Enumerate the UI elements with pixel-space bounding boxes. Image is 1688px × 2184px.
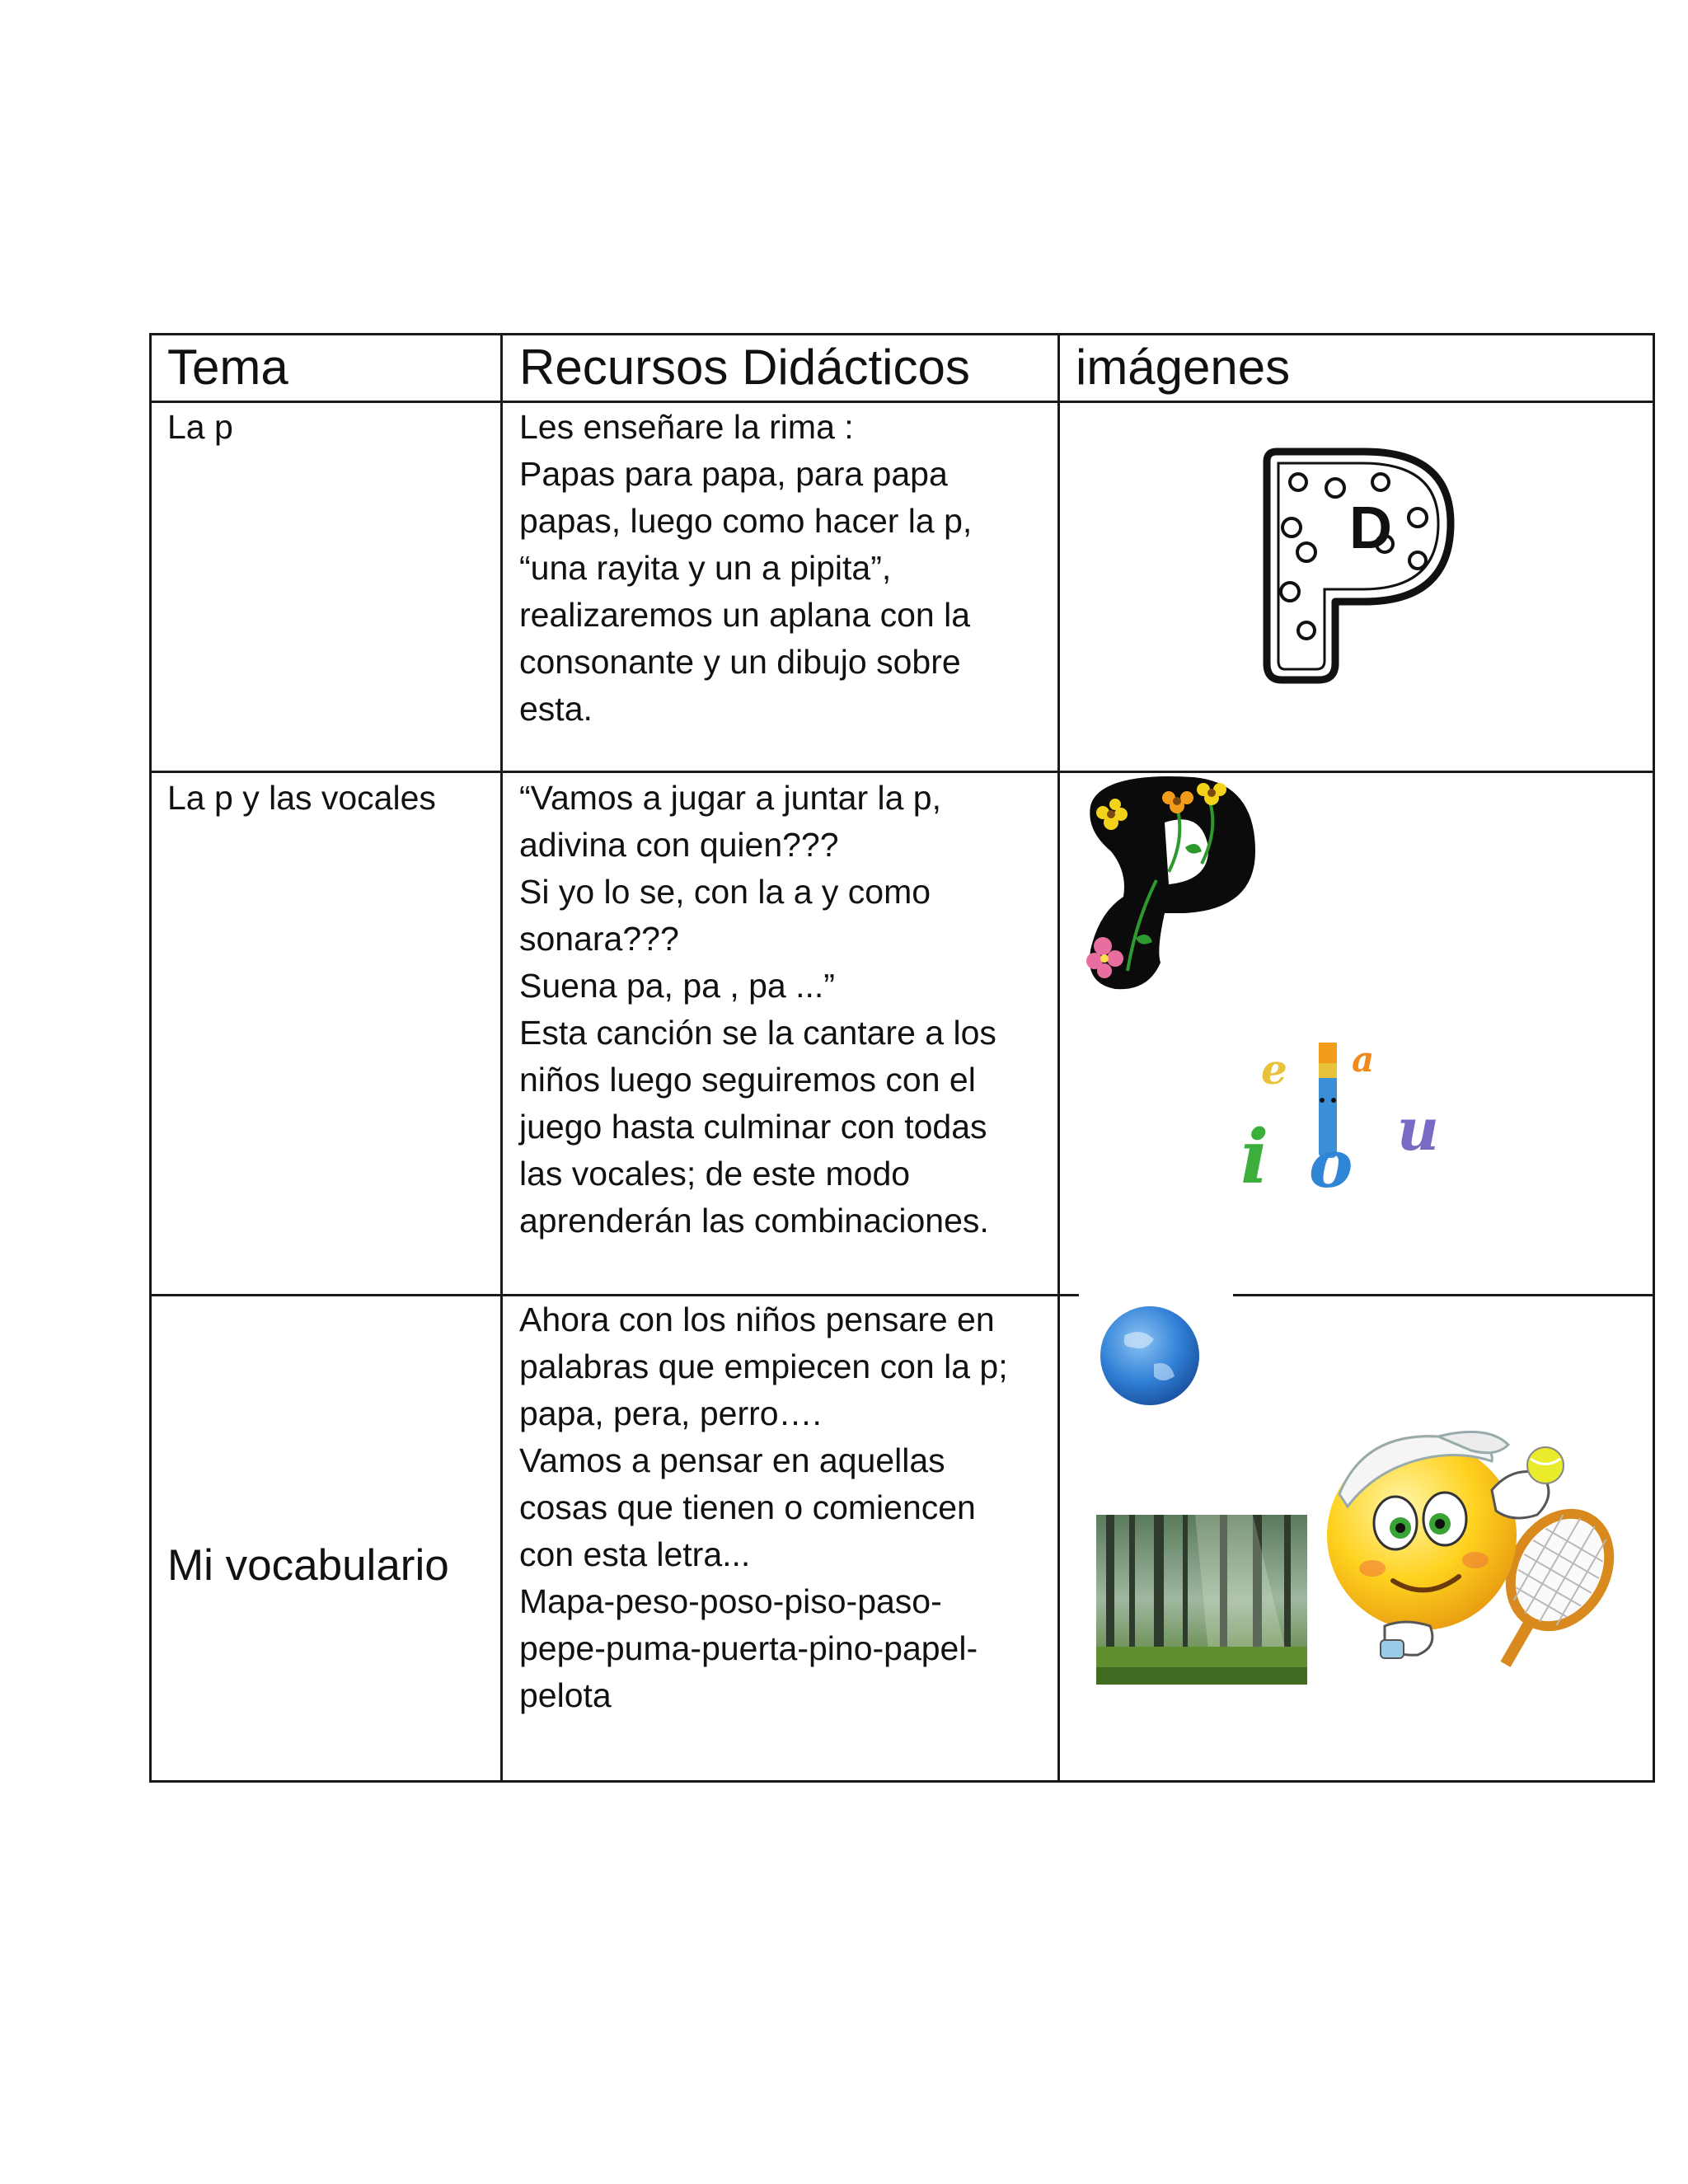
tennis-smiley-image — [1315, 1416, 1624, 1690]
header-recursos-didacticos: Recursos Didácticos — [519, 340, 970, 395]
column-divider-2 — [1057, 333, 1060, 1783]
row-3-line-5: cosas que tienen o comiencen — [519, 1488, 976, 1526]
header-imagenes: imágenes — [1076, 340, 1291, 395]
row-3-line-6: con esta letra... — [519, 1535, 751, 1573]
vowel-o: o — [1309, 1125, 1353, 1202]
header-row-divider — [149, 401, 1655, 403]
row-1-line-6: consonante y un dibujo sobre — [519, 643, 961, 681]
row-2-tema — [167, 775, 436, 822]
column-divider-1 — [500, 333, 503, 1783]
row-1-line-1: Les enseñare la rima : — [519, 408, 854, 446]
row-1-line-2: Papas para papa, para papa — [519, 455, 948, 493]
header-tema: Tema — [167, 340, 288, 395]
row-2-line-2: adivina con quien??? — [519, 826, 839, 864]
vowel-i: i — [1240, 1113, 1269, 1201]
row-1-tema-text: La p — [167, 408, 233, 446]
forest-image — [1096, 1515, 1307, 1685]
dotted-p-inner-letter: D — [1349, 495, 1392, 561]
row-2-recursos — [519, 775, 996, 1244]
row-3-line-3: papa, pera, perro…. — [519, 1394, 822, 1432]
row-1-divider — [149, 771, 1655, 773]
row-2-line-10: aprenderán las combinaciones. — [519, 1202, 989, 1240]
row-2-tema-text: La p y las vocales — [167, 779, 436, 817]
vowels-pencil-image — [1236, 1034, 1484, 1224]
row-2-line-1: “Vamos a jugar a juntar la p, — [519, 779, 941, 817]
flower-letter-p-image — [1078, 773, 1259, 996]
vowel-u: u — [1397, 1095, 1439, 1164]
row-1-line-3: papas, luego como hacer la p, — [519, 502, 973, 540]
row-2-line-4: sonara??? — [519, 920, 679, 958]
row-1-recursos — [519, 404, 972, 733]
row-1-tema — [167, 404, 233, 451]
row-2-line-9: las vocales; de este modo — [519, 1155, 911, 1193]
globe-image — [1096, 1302, 1203, 1409]
row-2-divider-right — [1233, 1294, 1655, 1296]
vowel-a: a — [1352, 1039, 1375, 1080]
row-1-line-7: esta. — [519, 690, 593, 728]
row-2-line-8: juego hasta culminar con todas — [519, 1108, 987, 1146]
row-3-line-8: pepe-puma-puerta-pino-papel- — [519, 1629, 978, 1667]
row-2-line-3: Si yo lo se, con la a y como — [519, 873, 931, 911]
dotted-letter-p-image — [1257, 445, 1459, 688]
row-3-recursos — [519, 1296, 1008, 1719]
row-1-line-5: realizaremos un aplana con la — [519, 596, 970, 634]
vowel-e: e — [1261, 1045, 1287, 1094]
row-1-line-4: “una rayita y un a pipita”, — [519, 549, 892, 587]
row-3-tema-text: Mi vocabulario — [167, 1541, 449, 1590]
row-3-line-2: palabras que empiecen con la p; — [519, 1347, 1008, 1385]
row-3-line-9: pelota — [519, 1676, 612, 1714]
row-3-line-7: Mapa-peso-poso-piso-paso- — [519, 1582, 942, 1620]
row-2-line-6: Esta canción se la cantare a los — [519, 1014, 996, 1052]
row-2-line-7: niños luego seguiremos con el — [519, 1061, 976, 1099]
row-2-line-5: Suena pa, pa , pa ...” — [519, 967, 835, 1005]
row-3-line-4: Vamos a pensar en aquellas — [519, 1441, 945, 1479]
row-3-line-1: Ahora con los niños pensare en — [519, 1301, 995, 1338]
row-3-tema — [167, 1541, 449, 1591]
